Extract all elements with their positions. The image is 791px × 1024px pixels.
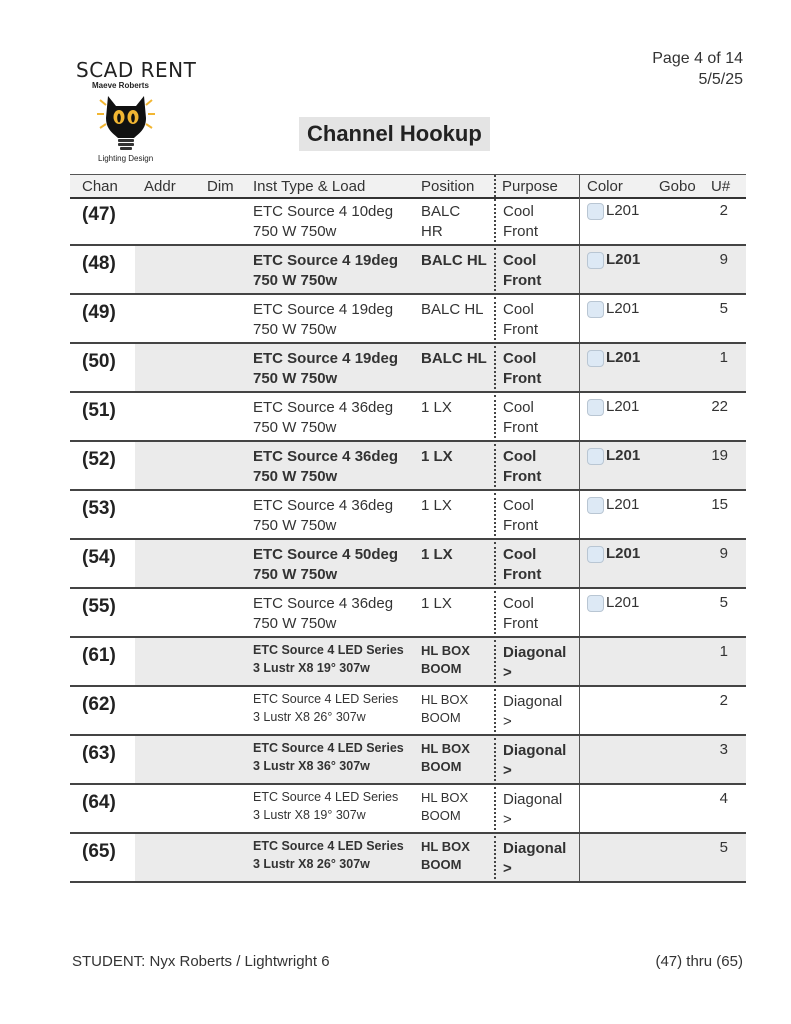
purpose: Cool Front [503,448,542,485]
instrument-type: ETC Source 4 19deg 750 W 750w [253,252,399,289]
color-swatch-icon [587,497,604,514]
position: 1 LX [421,497,452,514]
unit-number: 1 [719,349,728,366]
unit-number: 22 [711,398,728,415]
unit-number: 5 [719,839,728,856]
channel-number: (52) [82,449,116,470]
instrument-type: ETC Source 4 50deg 750 W 750w [253,546,399,583]
purpose: Cool Front [503,399,539,436]
unit-number: 2 [719,202,728,219]
logo-title: SCAD RENT [76,58,197,82]
position: BALC HL [421,301,484,318]
position: BALC HL [421,350,487,367]
channel-number: (53) [82,498,116,519]
col-inst-header: Inst Type & Load [253,178,366,195]
channel-number: (47) [82,204,116,225]
instrument-type: ETC Source 4 36deg 750 W 750w [253,497,394,534]
col-unit-header: U# [711,178,731,195]
purpose: Cool Front [503,546,542,583]
footer-range: (47) thru (65) [655,953,743,970]
channel-number: (55) [82,596,116,617]
table-row [70,834,746,883]
unit-number: 19 [711,447,728,464]
color-code: L201 [606,300,640,317]
position: HL BOX BOOM [421,839,470,872]
purpose: Diagonal > [503,693,563,730]
purpose: Diagonal > [503,791,563,828]
color-code: L201 [606,349,641,366]
position: HL BOX BOOM [421,692,469,725]
col-position-header: Position [421,178,475,195]
instrument-type: ETC Source 4 36deg 750 W 750w [253,399,394,436]
color-code: L201 [606,447,641,464]
col-chan-header: Chan [82,178,118,195]
col-purpose-header: Purpose [502,178,558,195]
color-swatch-icon [587,252,604,269]
instrument-type: ETC Source 4 36deg 750 W 750w [253,448,399,485]
instrument-type: ETC Source 4 LED Series 3 Lustr X8 26° 307w [253,839,404,871]
position: 1 LX [421,448,453,465]
page-number: Page 4 of 14 [652,50,743,67]
position: 1 LX [421,546,453,563]
channel-number: (50) [82,351,116,372]
color-swatch-icon [587,546,604,563]
color-swatch-icon [587,203,604,220]
position: HL BOX BOOM [421,643,470,676]
position: HL BOX BOOM [421,741,470,774]
position: HL BOX BOOM [421,790,469,823]
table-row [70,246,746,295]
channel-number: (61) [82,645,116,666]
unit-number: 4 [719,790,728,807]
purpose: Diagonal > [503,644,567,681]
purpose: Cool Front [503,595,539,632]
page-info [652,48,743,90]
purpose: Cool Front [503,252,542,289]
unit-number: 1 [719,643,728,660]
purpose: Cool Front [503,497,539,534]
channel-number: (48) [82,253,116,274]
color-code: L201 [606,496,640,513]
table-row [70,197,746,246]
position: BALC HR [421,203,461,240]
unit-number: 2 [719,692,728,709]
purpose: Cool Front [503,203,539,240]
table-row [70,540,746,589]
purpose: Cool Front [503,350,542,387]
col-color-header: Color [587,178,623,195]
color-code: L201 [606,202,640,219]
color-swatch-icon [587,399,604,416]
table-header [70,174,746,199]
instrument-type: ETC Source 4 19deg 750 W 750w [253,301,394,338]
table-row [70,344,746,393]
position: 1 LX [421,399,452,416]
channel-number: (51) [82,400,116,421]
instrument-type: ETC Source 4 LED Series 3 Lustr X8 19° 307w [253,643,404,675]
color-swatch-icon [587,350,604,367]
column-divider [494,175,496,197]
unit-number: 3 [719,741,728,758]
table-row [70,736,746,785]
unit-number: 15 [711,496,728,513]
table-row [70,638,746,687]
instrument-type: ETC Source 4 19deg 750 W 750w [253,350,399,387]
footer-student: STUDENT: Nyx Roberts / Lightwright 6 [72,953,330,970]
table-row [70,785,746,834]
table-row [70,295,746,344]
unit-number: 5 [719,300,728,317]
table-row [70,589,746,638]
logo-subtitle: Lighting Design [98,154,154,163]
color-swatch-icon [587,448,604,465]
channel-table [70,197,746,883]
instrument-type: ETC Source 4 LED Series 3 Lustr X8 19° 307w [253,790,399,822]
instrument-type: ETC Source 4 LED Series 3 Lustr X8 36° 307w [253,741,404,773]
channel-number: (62) [82,694,116,715]
position: 1 LX [421,595,452,612]
purpose: Cool Front [503,301,539,338]
purpose: Diagonal > [503,840,567,877]
color-swatch-icon [587,301,604,318]
color-code: L201 [606,545,641,562]
channel-number: (65) [82,841,116,862]
channel-number: (54) [82,547,116,568]
column-divider [579,175,580,197]
purpose: Diagonal > [503,742,567,779]
table-row [70,393,746,442]
logo-designer-name: Maeve Roberts [92,81,149,90]
color-code: L201 [606,251,641,268]
col-dim-header: Dim [207,178,234,195]
channel-number: (49) [82,302,116,323]
table-row [70,442,746,491]
unit-number: 5 [719,594,728,611]
unit-number: 9 [719,545,728,562]
color-code: L201 [606,594,640,611]
channel-number: (63) [82,743,116,764]
col-addr-header: Addr [144,178,176,195]
table-row [70,491,746,540]
channel-number: (64) [82,792,116,813]
color-swatch-icon [587,595,604,612]
col-gobo-header: Gobo [659,178,696,195]
instrument-type: ETC Source 4 LED Series 3 Lustr X8 26° 307w [253,692,399,724]
color-code: L201 [606,398,640,415]
document-title: Channel Hookup [299,117,490,151]
cat-lightbulb-logo-icon [94,92,158,154]
instrument-type: ETC Source 4 10deg 750 W 750w [253,203,394,240]
position: BALC HL [421,252,487,269]
page-date: 5/5/25 [698,71,743,88]
unit-number: 9 [719,251,728,268]
table-row [70,687,746,736]
instrument-type: ETC Source 4 36deg 750 W 750w [253,595,394,632]
